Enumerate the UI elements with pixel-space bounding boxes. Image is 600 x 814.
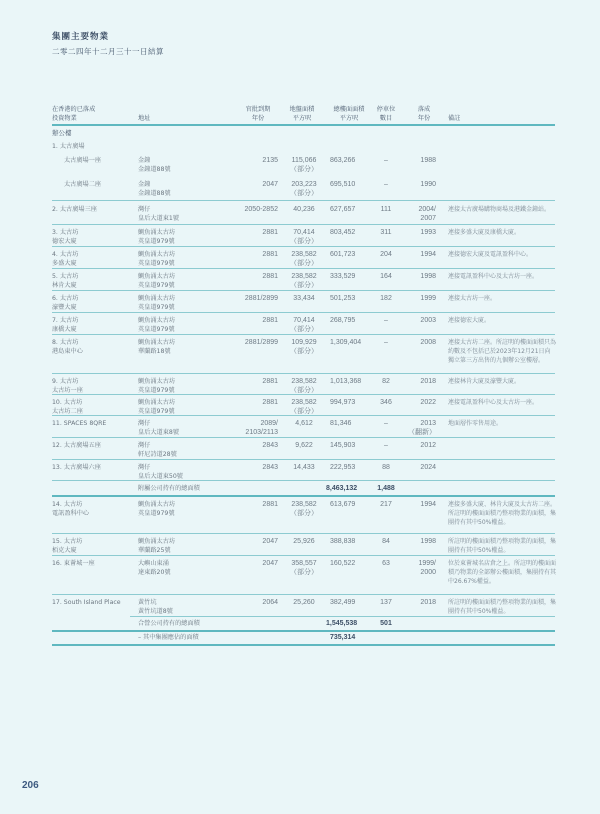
- lease-expiry: 2843: [262, 442, 278, 449]
- completion-year: 1988: [420, 157, 436, 164]
- subtotal-gfa: 8,463,132: [326, 485, 358, 492]
- lease-expiry: 2881: [262, 317, 278, 324]
- lease-expiry: 2881/2899: [244, 339, 278, 346]
- parking-spaces: –: [384, 317, 388, 324]
- gross-floor-area: 1,013,368: [330, 378, 362, 385]
- col-header-address: 地址: [138, 115, 151, 122]
- parking-spaces: 217: [380, 501, 392, 508]
- completion-year: 1994: [420, 501, 436, 508]
- property-name: 9. 太古坊: [52, 378, 79, 385]
- lease-expiry: 2047: [262, 560, 278, 567]
- property-name: 7. 太古坊: [52, 317, 79, 324]
- property-address: 金鐘: [138, 157, 151, 164]
- col-header-completion-line1: 落成: [417, 106, 431, 113]
- site-area: （部分）: [290, 260, 318, 267]
- parking-spaces: 164: [380, 273, 392, 280]
- property-address: 鰂魚涌太古坊: [138, 399, 176, 406]
- completion-year: 2003: [420, 317, 436, 324]
- parking-spaces: 82: [382, 378, 390, 385]
- parking-spaces: 311: [380, 229, 392, 236]
- row-divider: [130, 480, 555, 481]
- gross-floor-area: 333,529: [330, 273, 356, 280]
- row-divider: [52, 373, 555, 374]
- site-area: 238,582: [291, 399, 317, 406]
- gross-floor-area: 613,679: [330, 501, 356, 508]
- site-area: 14,433: [293, 464, 315, 471]
- completion-year: （翻新）: [408, 429, 436, 436]
- property-name: 12. 太古廣場五座: [52, 442, 101, 449]
- subtotal-parking: 501: [380, 620, 392, 627]
- property-name: 15. 太古坊: [52, 538, 83, 545]
- parking-spaces: –: [384, 420, 388, 427]
- property-name: 13. 太古廣場六座: [52, 464, 101, 471]
- property-name: 康橋大廈: [52, 326, 77, 333]
- gross-floor-area: 268,795: [330, 317, 356, 324]
- section-rule: [52, 644, 555, 646]
- subtotal-parking: 1,488: [377, 485, 395, 492]
- row-divider: [52, 594, 555, 595]
- property-address: 灣仔: [138, 206, 151, 213]
- property-address: 鰂魚涌太古坊: [138, 273, 176, 280]
- completion-year: 1999/: [418, 560, 436, 567]
- property-name: 林肯大廈: [52, 282, 77, 289]
- property-notes: 所註明的樓面面積乃整項物業的面積，集團持有其中50%權益。: [448, 599, 557, 615]
- property-address: 英皇道979號: [138, 408, 175, 415]
- property-name: 8. 太古坊: [52, 339, 79, 346]
- property-name: 6. 太古坊: [52, 295, 79, 302]
- parking-spaces: 346: [380, 399, 392, 406]
- property-notes: 連接電訊盈科中心及太古坊一座。: [448, 399, 539, 406]
- property-name: 多盛大廈: [52, 260, 77, 267]
- property-address: 黃竹坑: [138, 599, 157, 606]
- completion-year: 2000: [420, 569, 436, 576]
- site-area: （部分）: [290, 387, 318, 394]
- col-header-notes: 備註: [448, 115, 461, 122]
- property-notes: 連接德宏大廈及電訊盈科中心。: [448, 251, 533, 258]
- row-divider: [52, 268, 555, 269]
- lease-expiry: 2881: [262, 378, 278, 385]
- property-name: 4. 太古坊: [52, 251, 79, 258]
- gross-floor-area: 601,723: [330, 251, 356, 258]
- property-address: 金鐘道88號: [138, 166, 171, 173]
- gross-floor-area: 388,838: [330, 538, 356, 545]
- parking-spaces: 204: [380, 251, 392, 258]
- property-name: 太古坊二座: [52, 408, 83, 415]
- subtotal-label: 附屬公司持有的總面積: [138, 485, 200, 492]
- gross-floor-area: 382,499: [330, 599, 356, 606]
- gross-floor-area: 145,903: [330, 442, 356, 449]
- parking-spaces: 63: [382, 560, 390, 567]
- property-name: 太古坊一座: [52, 387, 83, 394]
- property-name: 港島東中心: [52, 348, 83, 355]
- property-address: 華蘭路18號: [138, 348, 171, 355]
- completion-year: 2008: [420, 339, 436, 346]
- completion-year: 1998: [420, 273, 436, 280]
- section-rule: [52, 495, 555, 497]
- completion-year: 1998: [420, 538, 436, 545]
- property-address: 英皇道979號: [138, 387, 175, 394]
- property-name: 栢克大廈: [52, 547, 77, 554]
- property-address: 鰂魚涌太古坊: [138, 317, 176, 324]
- lease-expiry: 2047: [262, 538, 278, 545]
- row-divider: [52, 533, 555, 534]
- property-notes: 連接太古坊二座。所註明的樓面面積只為約數及不包括已於2023年12月21日向獨立第三方出售的九個辦公室樓層。: [448, 339, 557, 364]
- col-header-site-line1: 地盤面積: [289, 106, 315, 113]
- row-divider: [52, 415, 555, 416]
- site-area: 25,926: [293, 538, 315, 545]
- parking-spaces: 111: [380, 206, 392, 213]
- site-area: 203,223: [291, 181, 317, 188]
- completion-year: 2018: [420, 599, 436, 606]
- site-area: （部分）: [290, 408, 318, 415]
- lease-expiry: 2843: [262, 464, 278, 471]
- site-area: 238,582: [291, 378, 317, 385]
- parking-spaces: –: [384, 339, 388, 346]
- completion-year: 2012: [420, 442, 436, 449]
- completion-year: 1999: [420, 295, 436, 302]
- parking-spaces: –: [384, 181, 388, 188]
- row-divider: [130, 616, 555, 617]
- group-title: 1. 太古廣場: [52, 143, 85, 150]
- parking-spaces: 137: [380, 599, 392, 606]
- row-divider: [52, 200, 555, 201]
- gross-floor-area: 501,253: [330, 295, 356, 302]
- lease-expiry: 2103/2113: [245, 429, 278, 436]
- col-header-site-line2: 平方呎: [292, 115, 312, 122]
- lease-expiry: 2050-2852: [244, 206, 278, 213]
- col-header-completion: [412, 105, 436, 123]
- gross-floor-area: 994,973: [330, 399, 356, 406]
- attributable-label: – 其中集團應佔的面積: [138, 634, 199, 641]
- section-title: 辦公樓: [52, 129, 72, 137]
- property-address: 英皇道979號: [138, 260, 175, 267]
- subtotal-gfa: 1,545,538: [326, 620, 358, 627]
- property-address: 金鐘道88號: [138, 190, 171, 197]
- property-address: 鰂魚涌太古坊: [138, 339, 176, 346]
- parking-spaces: 84: [382, 538, 390, 545]
- property-name: 太古廣場二座: [64, 181, 102, 188]
- property-name: 電訊盈科中心: [52, 510, 90, 517]
- completion-year: 1994: [420, 251, 436, 258]
- parking-spaces: –: [384, 442, 388, 449]
- property-address: 黃竹坑道8號: [138, 608, 173, 615]
- completion-year: 1990: [420, 181, 436, 188]
- property-address: 鰂魚涌太古坊: [138, 538, 176, 545]
- completion-year: 2018: [420, 378, 436, 385]
- property-name: 11. SPACES 8QRE: [52, 420, 107, 427]
- completion-year: 2004/: [418, 206, 436, 213]
- section-rule: [52, 630, 555, 632]
- col-header-completion-line2: 年份: [417, 115, 431, 122]
- site-area: 238,582: [291, 251, 317, 258]
- row-divider: [52, 312, 555, 313]
- site-area: （部分）: [290, 166, 318, 173]
- site-area: 358,557: [291, 560, 317, 567]
- col-header-property-line2: 投資物業: [52, 115, 77, 122]
- property-address: 大嶼山東涌: [138, 560, 169, 567]
- property-name: 太古廣場一座: [64, 157, 102, 164]
- parking-spaces: 182: [380, 295, 392, 302]
- col-header-lease: [238, 105, 278, 123]
- document-title: 集團主要物業: [52, 32, 110, 42]
- site-area: （部分）: [290, 348, 318, 355]
- property-address: 華蘭路25號: [138, 547, 171, 554]
- completion-year: 2022: [420, 399, 436, 406]
- lease-expiry: 2881: [262, 399, 278, 406]
- completion-year: 2007: [420, 215, 436, 222]
- site-area: 33,434: [293, 295, 315, 302]
- lease-expiry: 2064: [262, 599, 278, 606]
- site-area: 4,612: [295, 420, 313, 427]
- property-notes: 連接多盛大廈、林肯大廈及太古坊二座。所註明的樓面面積乃整項物業的面積，集團持有其中50%權益。: [448, 501, 557, 526]
- col-header-gfa-line1: 總樓面面積: [333, 106, 365, 113]
- property-name: 2. 太古廣場三座: [52, 206, 97, 213]
- col-header-parking-line2: 數目: [379, 115, 393, 122]
- site-area: （部分）: [290, 190, 318, 197]
- row-divider: [52, 224, 555, 225]
- parking-spaces: 88: [382, 464, 390, 471]
- site-area: 9,622: [295, 442, 313, 449]
- property-name: 16. 東薈城一座: [52, 560, 95, 567]
- property-address: 英皇道979號: [138, 304, 175, 311]
- lease-expiry: 2881/2899: [244, 295, 278, 302]
- site-area: 40,236: [293, 206, 315, 213]
- site-area: 70,414: [293, 317, 315, 324]
- gross-floor-area: 627,657: [330, 206, 356, 213]
- gross-floor-area: 863,266: [330, 157, 356, 164]
- property-notes: 連接多盛大廈及康橋大廈。: [448, 229, 521, 236]
- property-notes: 地面層作零售用途。: [448, 420, 503, 427]
- completion-year: 2024: [420, 464, 436, 471]
- gross-floor-area: 695,510: [330, 181, 356, 188]
- property-address: 鰂魚涌太古坊: [138, 229, 176, 236]
- property-address: 英皇道979號: [138, 326, 175, 333]
- lease-expiry: 2881: [262, 229, 278, 236]
- site-area: （部分）: [290, 238, 318, 245]
- row-divider: [52, 290, 555, 291]
- gross-floor-area: 222,953: [330, 464, 356, 471]
- property-address: 金鐘: [138, 181, 151, 188]
- gross-floor-area: 803,452: [330, 229, 356, 236]
- property-notes: 位於東薈城名店倉之上。所註明的樓面面積乃物業的全部辦公樓面積，集團持有其中26.67%權益。: [448, 560, 557, 585]
- subtotal-label: 合營公司持有的總面積: [138, 620, 200, 627]
- document-subtitle: 二零二四年十二月三十一日結算: [52, 47, 164, 56]
- property-name: 10. 太古坊: [52, 399, 83, 406]
- col-header-gfa-line2: 平方呎: [339, 115, 359, 122]
- property-address: 達東路20號: [138, 569, 171, 576]
- property-address: 灣仔: [138, 464, 151, 471]
- site-area: （部分）: [290, 282, 318, 289]
- property-name: 5. 太古坊: [52, 273, 79, 280]
- property-name: 17. South Island Place: [52, 599, 121, 606]
- site-area: 115,066: [291, 157, 317, 164]
- row-divider: [52, 334, 555, 335]
- property-address: 鰂魚涌太古坊: [138, 251, 176, 258]
- property-address: 灣仔: [138, 420, 151, 427]
- row-divider: [52, 437, 555, 438]
- property-address: 軒尼詩道28號: [138, 451, 177, 458]
- property-address: 鰂魚涌太古坊: [138, 295, 176, 302]
- site-area: （部分）: [290, 326, 318, 333]
- property-notes: 連接太古廣場購物商場及港鐵金鐘站。: [448, 206, 551, 213]
- property-name: 3. 太古坊: [52, 229, 79, 236]
- row-divider: [52, 459, 555, 460]
- row-divider: [52, 394, 555, 395]
- site-area: 70,414: [293, 229, 315, 236]
- page-number: 206: [22, 780, 39, 791]
- lease-expiry: 2047: [262, 181, 278, 188]
- col-header-lease-line1: 官批到期: [245, 106, 271, 113]
- site-area: 238,582: [291, 273, 317, 280]
- property-address: 英皇道979號: [138, 510, 175, 517]
- site-area: 238,582: [291, 501, 317, 508]
- lease-expiry: 2881: [262, 273, 278, 280]
- gross-floor-area: 160,522: [330, 560, 356, 567]
- attributable-gfa: 735,314: [330, 634, 356, 641]
- row-divider: [52, 246, 555, 247]
- lease-expiry: 2881: [262, 501, 278, 508]
- col-header-property: [52, 105, 95, 123]
- col-header-property-line1: 在香港的已落成: [52, 106, 96, 113]
- col-header-gfa: [324, 105, 374, 123]
- site-area: 109,929: [291, 339, 317, 346]
- property-notes: 連接太古坊一座。: [448, 295, 497, 302]
- lease-expiry: 2089/: [260, 420, 278, 427]
- property-address: 英皇道979號: [138, 238, 175, 245]
- site-area: （部分）: [290, 569, 318, 576]
- completion-year: 1993: [420, 229, 436, 236]
- parking-spaces: –: [384, 157, 388, 164]
- property-notes: 連接電訊盈科中心及太古坊一座。: [448, 273, 539, 280]
- property-notes: 所註明的樓面面積乃整項物業的面積，集團持有其中50%權益。: [448, 538, 557, 554]
- row-divider: [52, 555, 555, 556]
- property-name: 濠豐大廈: [52, 304, 77, 311]
- header-rule: [52, 124, 555, 126]
- property-address: 英皇道979號: [138, 282, 175, 289]
- property-address: 皇后大道東8號: [138, 429, 180, 436]
- property-address: 鰂魚涌太古坊: [138, 501, 176, 508]
- property-notes: 連接林肯大廈及濠豐大廈。: [448, 378, 521, 385]
- col-header-lease-line2: 年份: [251, 115, 265, 122]
- property-address: 灣仔: [138, 442, 151, 449]
- property-address: 鰂魚涌太古坊: [138, 378, 176, 385]
- gross-floor-area: 1,309,404: [330, 339, 362, 346]
- col-header-parking-line1: 停車位: [376, 106, 396, 113]
- site-area: （部分）: [290, 510, 318, 517]
- gross-floor-area: 81,346: [330, 420, 352, 427]
- lease-expiry: 2135: [262, 157, 278, 164]
- property-notes: 連接德宏大廈。: [448, 317, 491, 324]
- col-header-parking: [370, 105, 402, 123]
- property-name: 14. 太古坊: [52, 501, 83, 508]
- col-header-site: [282, 105, 322, 123]
- property-address: 皇后大道東50號: [138, 473, 183, 480]
- site-area: 25,260: [293, 599, 315, 606]
- property-address: 皇后大道東1號: [138, 215, 180, 222]
- completion-year: 2013: [420, 420, 436, 427]
- lease-expiry: 2881: [262, 251, 278, 258]
- property-name: 德宏大廈: [52, 238, 77, 245]
